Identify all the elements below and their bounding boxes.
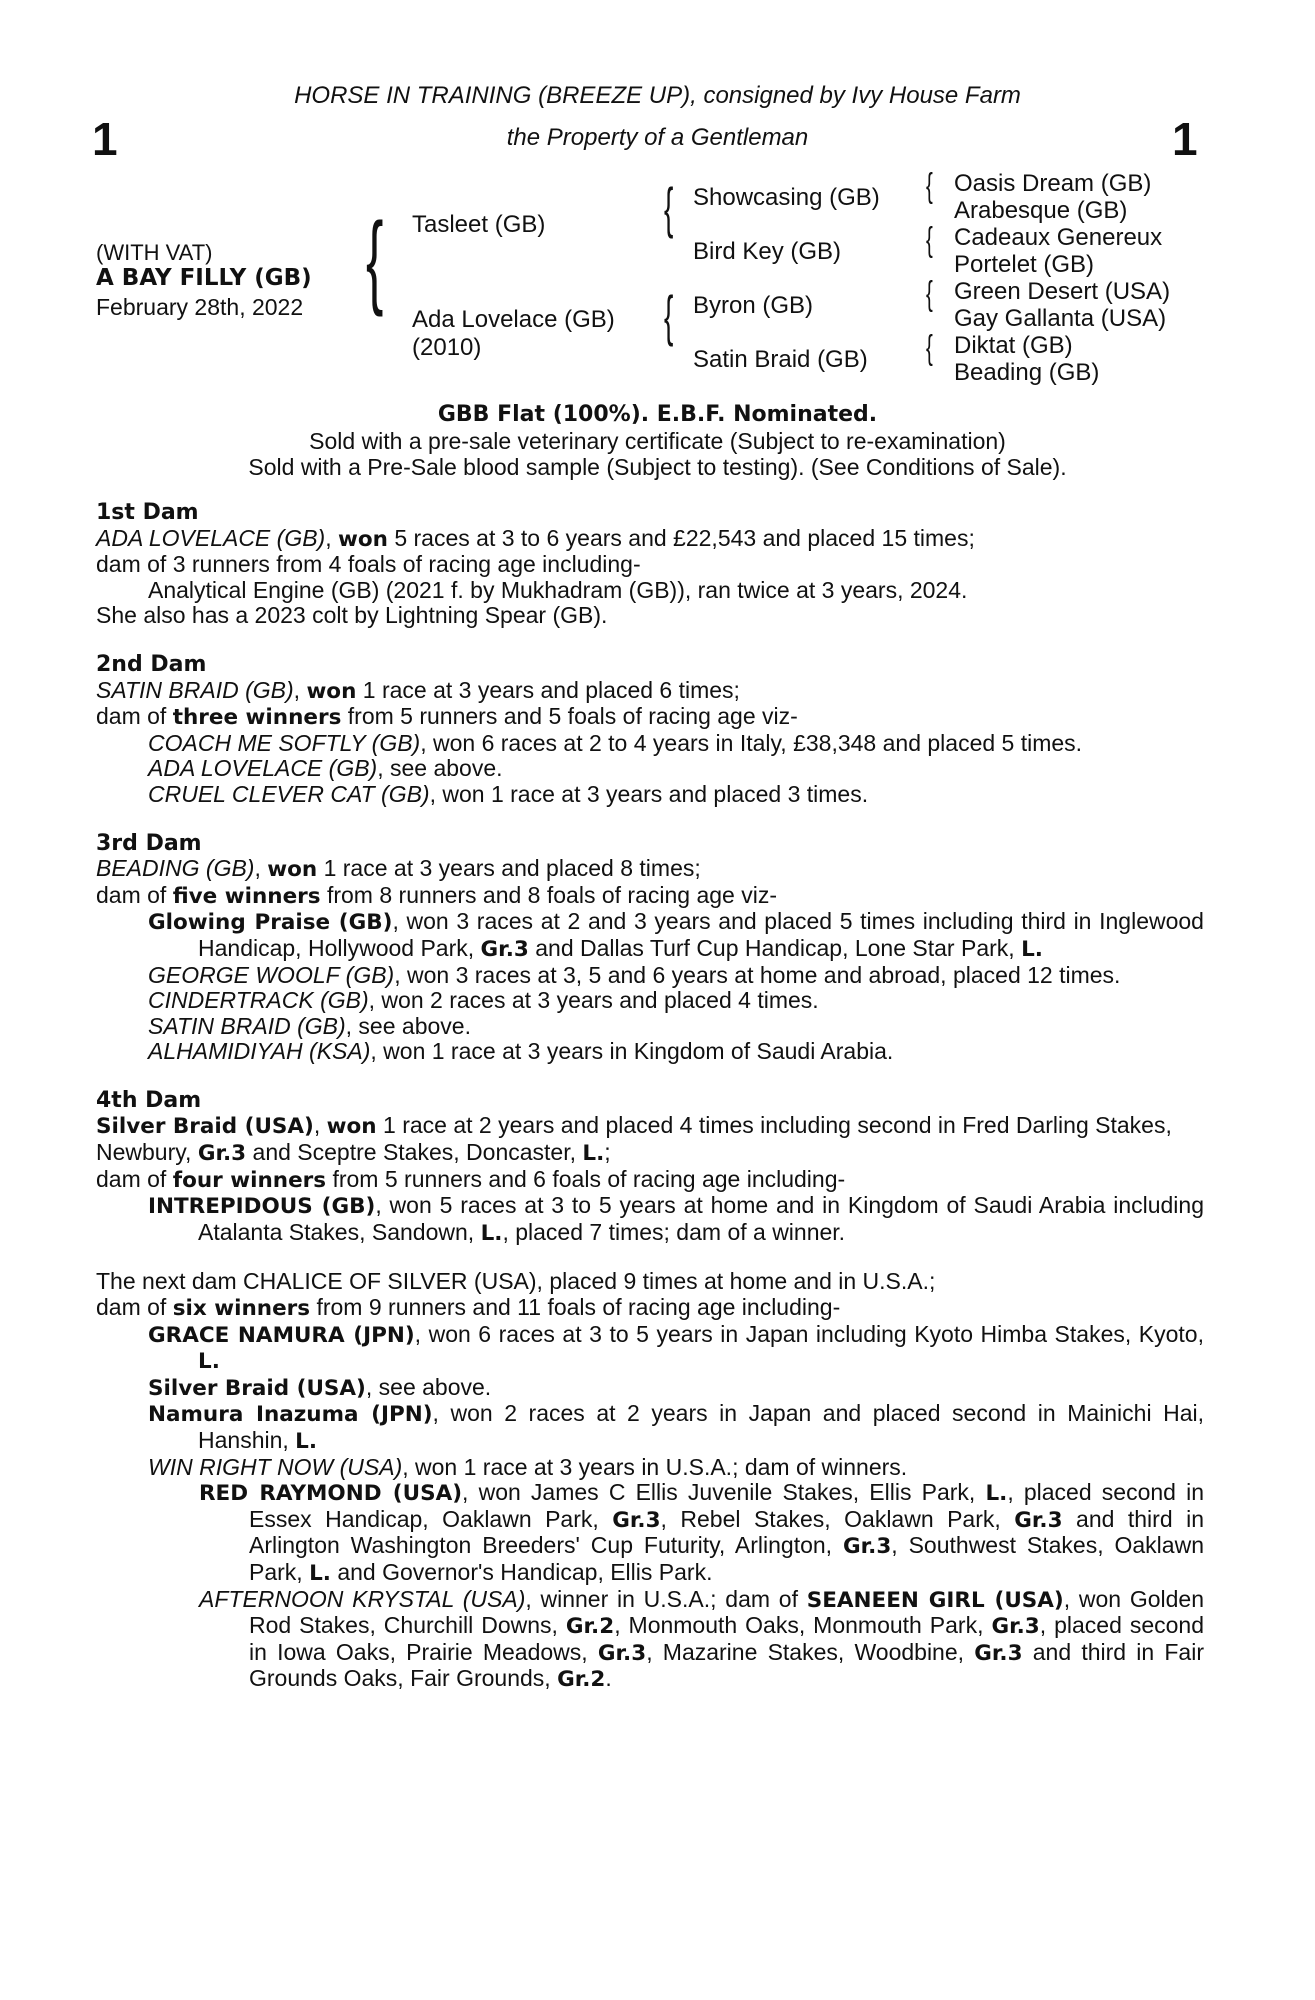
produce-entry bbox=[96, 1014, 1204, 1040]
produce-entry bbox=[96, 578, 1204, 604]
bold-text: L. bbox=[295, 1429, 318, 1454]
pedigree-sire: Tasleet (GB) bbox=[412, 211, 546, 238]
dam-line bbox=[96, 603, 1204, 629]
bold-text: RED RAYMOND (USA) bbox=[199, 1481, 463, 1507]
bold-text: Gr.3 bbox=[197, 1141, 247, 1167]
italic-text: ADA LOVELACE (GB) bbox=[96, 524, 326, 551]
text-run: , placed 7 times; dam of a winner. bbox=[502, 1218, 846, 1245]
bold-text: Gr.3 bbox=[842, 1534, 892, 1560]
pedigree-g3-8: Beading (GB) bbox=[954, 359, 1100, 386]
bold-text: Gr.3 bbox=[597, 1640, 647, 1666]
property-line: the Property of a Gentleman bbox=[506, 124, 809, 151]
bold-text: Gr.2 bbox=[565, 1614, 615, 1640]
pedigree-g3-3: Cadeaux Genereux bbox=[954, 224, 1163, 251]
pedigree-g3-4: Portelet (GB) bbox=[954, 251, 1095, 278]
text-run: , won 5 races at 3 to 5 years at home and in Kingdom of Saudi Arabia including Atalanta Stakes, Sandown, bbox=[198, 1192, 1204, 1245]
text-run: and Governor's Handicap, Ellis Park. bbox=[330, 1558, 713, 1585]
bold-text: Silver Braid (USA) bbox=[148, 1375, 366, 1401]
italic-text: COACH ME SOFTLY (GB) bbox=[148, 729, 421, 756]
dam-line bbox=[96, 552, 1204, 578]
vat-label: (WITH VAT) bbox=[96, 240, 213, 265]
lot-number-right: 1 bbox=[1172, 113, 1198, 165]
text-run: , won 3 races at 3, 5 and 6 years at home and abroad, placed 12 times. bbox=[394, 961, 1121, 988]
bold-text: L. bbox=[1021, 936, 1043, 962]
produce-entry bbox=[96, 1455, 1204, 1481]
text-run: , won 6 races at 3 to 5 years in Japan including Kyoto Himba Stakes, Kyoto, bbox=[414, 1320, 1204, 1347]
bold-text: SEANEEN GIRL (USA) bbox=[806, 1587, 1064, 1613]
pedigree-dam-dam: Satin Braid (GB) bbox=[693, 346, 868, 373]
horse-name: A BAY FILLY (GB) bbox=[96, 265, 312, 291]
blood-sample-line: Sold with a Pre-Sale blood sample (Subject to testing). (See Conditions of Sale). bbox=[248, 454, 1067, 480]
dam-line bbox=[96, 704, 1204, 731]
bold-text: GRACE NAMURA (JPN) bbox=[148, 1322, 415, 1348]
nomination-line: GBB Flat (100%). E.B.F. Nominated. bbox=[437, 402, 878, 427]
produce-entry bbox=[96, 1193, 1204, 1246]
bold-text: Gr.3 bbox=[612, 1507, 661, 1533]
text-run: , Southwest Stakes, Oaklawn Park, bbox=[249, 1532, 1204, 1585]
bold-text: L. bbox=[198, 1349, 220, 1375]
bold-text: won bbox=[306, 678, 357, 704]
dam-section bbox=[96, 831, 1204, 1065]
bold-text: Gr.3 bbox=[991, 1614, 1040, 1640]
text-run: and Sceptre Stakes, Doncaster, bbox=[246, 1139, 583, 1166]
produce-entry bbox=[96, 1401, 1204, 1454]
produce-entry bbox=[96, 1587, 1204, 1693]
text-run: , won Golden Rod Stakes, Churchill Downs, bbox=[249, 1585, 1204, 1639]
text-run: dam of 3 runners from 4 foals of racing age including- bbox=[96, 551, 641, 578]
text-run: 1 race at 3 years and placed 6 times; bbox=[356, 676, 740, 703]
dam-section bbox=[96, 500, 1204, 629]
text-run: dam of bbox=[96, 1294, 173, 1321]
italic-text: CRUEL CLEVER CAT (GB) bbox=[148, 780, 430, 807]
text-run: ; bbox=[604, 1139, 611, 1166]
produce-entry bbox=[96, 909, 1204, 962]
produce-entry bbox=[96, 731, 1204, 757]
dam-line bbox=[96, 1113, 1204, 1166]
text-run: , won 1 race at 3 years in Kingdom of Saudi Arabia. bbox=[370, 1038, 894, 1065]
dam-line bbox=[96, 883, 1204, 910]
text-run: , won 3 races at 2 and 3 years and placed 5 times including third in Inglewood Handicap, Hollywood Park, bbox=[198, 908, 1204, 961]
text-run: Analytical Engine (GB) (2021 f. by Mukhadram (GB)), ran twice at 3 years, 2024. bbox=[148, 576, 968, 603]
produce-entry bbox=[96, 782, 1204, 808]
italic-text: CINDERTRACK (GB) bbox=[148, 987, 369, 1014]
section-heading: 1st Dam bbox=[96, 500, 199, 525]
produce-entry bbox=[96, 1322, 1204, 1375]
brace-g3-2: { bbox=[926, 221, 933, 259]
italic-text: AFTERNOON KRYSTAL (USA) bbox=[199, 1585, 526, 1612]
dam-line bbox=[96, 856, 1204, 883]
dam-section bbox=[96, 1269, 1204, 1693]
text-run: , see above. bbox=[365, 1373, 492, 1400]
pedigree-g3-7: Diktat (GB) bbox=[954, 332, 1073, 359]
pedigree-sire-dam: Bird Key (GB) bbox=[693, 238, 842, 265]
bold-text: Silver Braid (USA) bbox=[96, 1114, 314, 1140]
text-run: , won James C Ellis Juvenile Stakes, Ellis Park, bbox=[462, 1479, 986, 1506]
produce-entry bbox=[96, 988, 1204, 1014]
bold-text: L. bbox=[480, 1220, 503, 1246]
produce-record bbox=[96, 500, 1204, 1716]
horse-dob: February 28th, 2022 bbox=[96, 294, 304, 320]
bold-text: won bbox=[326, 1114, 377, 1140]
text-run: from 8 runners and 8 foals of racing age viz- bbox=[320, 881, 777, 908]
italic-text: ALHAMIDIYAH (KSA) bbox=[148, 1038, 371, 1065]
italic-text: SATIN BRAID (GB) bbox=[148, 1012, 346, 1039]
dam-line bbox=[96, 526, 1204, 553]
dam-line bbox=[96, 1167, 1204, 1194]
text-run: dam of bbox=[96, 1165, 173, 1192]
pedigree-g3-2: Arabesque (GB) bbox=[954, 197, 1128, 224]
text-run: 5 races at 3 to 6 years and £22,543 and placed 15 times; bbox=[387, 524, 975, 551]
text-run: and third in Fair Grounds Oaks, Fair Grounds, bbox=[249, 1638, 1204, 1692]
bold-text: six winners bbox=[172, 1296, 311, 1322]
text-run: from 9 runners and 11 foals of racing age including- bbox=[310, 1294, 841, 1321]
bold-text: L. bbox=[985, 1481, 1008, 1507]
text-run: , see above. bbox=[377, 755, 503, 782]
text-run: , won 2 races at 2 years in Japan and placed second in Mainichi Hai, Hanshin, bbox=[198, 1400, 1204, 1453]
text-run: dam of bbox=[96, 881, 173, 908]
dam-section bbox=[96, 1088, 1204, 1247]
text-run: from 5 runners and 6 foals of racing age including- bbox=[326, 1165, 846, 1192]
text-run: , bbox=[254, 855, 268, 882]
pedigree-dam: Ada Lovelace (GB) bbox=[412, 306, 615, 333]
italic-text: GEORGE WOOLF (GB) bbox=[148, 961, 395, 988]
section-heading: 3rd Dam bbox=[96, 830, 202, 856]
text-run: , Rebel Stakes, Oaklawn Park, bbox=[660, 1505, 1015, 1532]
section-heading: 4th Dam bbox=[96, 1087, 202, 1113]
bold-text: four winners bbox=[172, 1167, 327, 1193]
text-run: , bbox=[325, 524, 338, 551]
text-run: , placed second in Iowa Oaks, Prairie Meadows, bbox=[249, 1612, 1204, 1665]
consignment-line: HORSE IN TRAINING (BREEZE UP), consigned by Ivy House Farm bbox=[294, 82, 1021, 109]
pedigree-sire-sire: Showcasing (GB) bbox=[693, 184, 880, 211]
text-run: , Monmouth Oaks, Monmouth Park, bbox=[614, 1612, 992, 1639]
bold-text: L. bbox=[582, 1141, 605, 1167]
text-run: , see above. bbox=[345, 1012, 471, 1039]
produce-entry bbox=[96, 756, 1204, 782]
text-run: , bbox=[313, 1112, 327, 1139]
produce-entry bbox=[96, 963, 1204, 989]
text-run: and third in Arlington Washington Breeders' Cup Futurity, Arlington, bbox=[249, 1505, 1204, 1559]
produce-entry bbox=[96, 1039, 1204, 1065]
text-run: , Mazarine Stakes, Woodbine, bbox=[646, 1638, 975, 1665]
text-run: 1 race at 3 years and placed 8 times; bbox=[317, 855, 701, 882]
text-run: , bbox=[293, 676, 307, 703]
bold-text: Gr.3 bbox=[974, 1640, 1023, 1666]
bold-text: Glowing Praise (GB) bbox=[148, 910, 393, 936]
text-run: , won 6 races at 2 to 4 years in Italy, £38,348 and placed 5 times. bbox=[420, 729, 1083, 756]
bold-text: Namura Inazuma (JPN) bbox=[148, 1402, 433, 1428]
dam-line bbox=[96, 1269, 1204, 1295]
brace-sire: { bbox=[664, 176, 674, 239]
bold-text: three winners bbox=[172, 705, 342, 731]
italic-text: BEADING (GB) bbox=[96, 855, 255, 882]
bold-text: Gr.2 bbox=[557, 1667, 606, 1693]
italic-text: WIN RIGHT NOW (USA) bbox=[148, 1453, 403, 1480]
bold-text: L. bbox=[309, 1560, 331, 1586]
italic-text: SATIN BRAID (GB) bbox=[96, 676, 294, 703]
section-heading: 2nd Dam bbox=[96, 651, 207, 677]
bold-text: Gr.3 bbox=[1014, 1507, 1063, 1533]
dam-line bbox=[96, 678, 1204, 705]
brace-g3-1: { bbox=[926, 167, 933, 205]
text-run: dam of bbox=[96, 703, 173, 730]
dam-section bbox=[96, 652, 1204, 808]
pedigree-g3-5: Green Desert (USA) bbox=[954, 278, 1171, 305]
bold-text: won bbox=[338, 526, 388, 552]
pedigree-dam-year: (2010) bbox=[412, 334, 482, 361]
bold-text: Gr.3 bbox=[480, 936, 529, 962]
dam-line bbox=[96, 1295, 1204, 1322]
brace-g3-3: { bbox=[926, 275, 933, 313]
produce-entry bbox=[96, 1375, 1204, 1402]
produce-entry bbox=[96, 1480, 1204, 1586]
lot-number-left: 1 bbox=[92, 113, 118, 165]
text-run: and Dallas Turf Cup Handicap, Lone Star Park, bbox=[528, 934, 1022, 961]
brace-generation-1: { bbox=[366, 202, 384, 318]
text-run: , won 1 race at 3 years in U.S.A.; dam of winners. bbox=[402, 1453, 908, 1480]
text-run: , won 1 race at 3 years and placed 3 times. bbox=[429, 780, 869, 807]
text-run: 1 race at 2 years and placed 4 times including second in Fred Darling Stakes, Newbury, bbox=[96, 1112, 1172, 1166]
text-run: , placed second in Essex Handicap, Oaklawn Park, bbox=[249, 1479, 1205, 1532]
bold-text: won bbox=[267, 857, 318, 883]
bold-text: INTREPIDOUS (GB) bbox=[148, 1194, 376, 1220]
pedigree-g3-1: Oasis Dream (GB) bbox=[954, 170, 1152, 197]
text-run: She also has a 2023 colt by Lightning Spear (GB). bbox=[96, 602, 608, 629]
pedigree-g3-6: Gay Gallanta (USA) bbox=[954, 305, 1167, 332]
vet-certificate-line: Sold with a pre-sale veterinary certificate (Subject to re-examination) bbox=[309, 428, 1006, 454]
brace-dam: { bbox=[664, 284, 674, 347]
text-run: The next dam CHALICE OF SILVER (USA), placed 9 times at home and in U.S.A.; bbox=[96, 1268, 936, 1295]
bold-text: five winners bbox=[172, 883, 321, 909]
pedigree-dam-sire: Byron (GB) bbox=[693, 292, 814, 319]
text-run: from 5 runners and 5 foals of racing age viz- bbox=[341, 703, 798, 730]
brace-g3-4: { bbox=[926, 329, 933, 367]
italic-text: ADA LOVELACE (GB) bbox=[148, 755, 378, 782]
text-run: . bbox=[605, 1665, 612, 1692]
text-run: , winner in U.S.A.; dam of bbox=[525, 1585, 807, 1612]
text-run: , won 2 races at 3 years and placed 4 times. bbox=[368, 987, 819, 1014]
